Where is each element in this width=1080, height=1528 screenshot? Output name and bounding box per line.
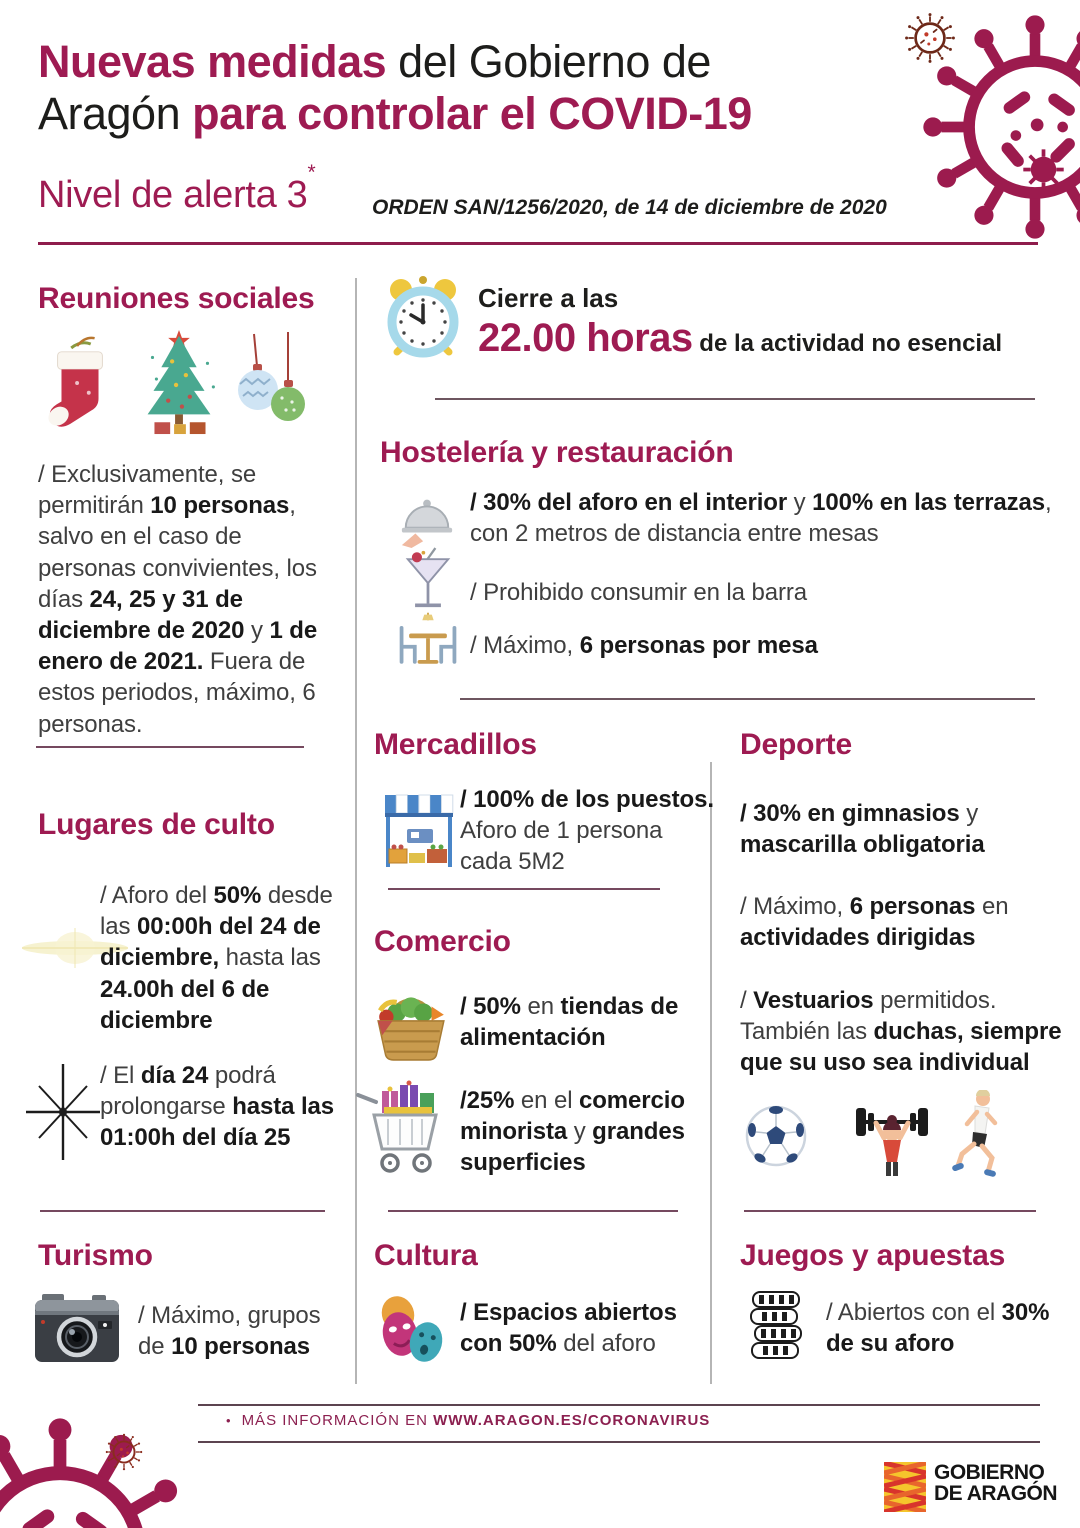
text-segment: 6 personas por mesa xyxy=(579,632,818,659)
theater-masks-icon xyxy=(368,1290,452,1370)
footer-line-top xyxy=(198,1404,1040,1406)
text-segment: y xyxy=(959,800,979,827)
text-segment: hasta las 01:00h del día 25 xyxy=(100,1093,335,1152)
reuniones-body xyxy=(38,459,340,740)
text-segment: / Máximo, xyxy=(740,893,850,920)
text-segment: podrá prolongarse xyxy=(100,1062,276,1121)
grocery-basket-icon xyxy=(372,986,450,1062)
section-title-turismo: Turismo xyxy=(38,1239,153,1272)
section-title-reuniones: Reuniones sociales xyxy=(38,282,315,315)
text-segment: Aforo de 1 persona cada 5M2 xyxy=(460,817,663,876)
virus-outline-small-icon xyxy=(102,1430,146,1474)
shopping-cart-icon xyxy=(354,1080,454,1178)
text-segment: 50% xyxy=(213,882,262,909)
christmas-stocking-icon xyxy=(42,334,118,432)
text-segment: actividades dirigidas xyxy=(740,924,976,952)
reuniones-divider xyxy=(36,746,304,748)
christmas-ornaments-icon xyxy=(230,332,310,432)
juegos-item-1 xyxy=(826,1297,1056,1359)
star-burst-icon xyxy=(24,1064,102,1160)
text-segment: / 30% en gimnasios xyxy=(740,800,960,827)
text-segment: de la actividad no esencial xyxy=(692,330,1003,357)
text-segment: Vestuarios xyxy=(753,987,874,1014)
text-segment: grandes superficies xyxy=(460,1118,685,1177)
lugares-item-2 xyxy=(100,1060,350,1154)
alarm-clock-icon xyxy=(381,274,465,362)
text-segment: 10 personas xyxy=(150,492,290,520)
gobierno-aragon-logo xyxy=(884,1462,1057,1512)
virus-large-icon xyxy=(0,1412,200,1528)
logo-text xyxy=(934,1462,1057,1505)
deporte-item-1 xyxy=(740,798,1070,860)
text-segment: duchas, siempre que su uso sea individual xyxy=(740,1018,1062,1077)
section-title-lugares: Lugares de culto xyxy=(38,808,275,841)
weightlifting-icon xyxy=(850,1098,934,1180)
text-segment: / Máximo, xyxy=(470,632,580,659)
text-segment: / 100% de los puestos. xyxy=(460,786,714,813)
text-segment: , con 2 metros de distancia entre mesas xyxy=(470,489,1052,548)
camera-icon xyxy=(34,1291,120,1365)
text-segment: 30% de su aforo xyxy=(826,1299,1050,1358)
alert-asterisk: * xyxy=(307,161,316,185)
alert-level-text: Nivel de alerta 3 xyxy=(38,174,308,216)
text-segment: Nuevas medidas xyxy=(38,36,387,87)
section-title-deporte: Deporte xyxy=(740,728,852,761)
text-segment: Fuera de estos periodos, máximo, 6 personas. xyxy=(38,648,316,738)
text-segment: / Abiertos con el xyxy=(826,1299,1002,1326)
hosteleria-item-1 xyxy=(470,487,1060,549)
text-segment: 00:00h del 24 de diciembre, xyxy=(100,913,321,972)
text-segment: y xyxy=(567,1118,593,1146)
text-segment: del aforo xyxy=(556,1330,656,1358)
text-segment: / 30% del aforo en el interior xyxy=(470,489,788,516)
text-segment: 24.00h del 6 de diciembre xyxy=(100,975,270,1034)
hosteleria-item-2 xyxy=(470,577,1060,608)
text-segment: 10 personas xyxy=(171,1333,311,1361)
section-title-cultura: Cultura xyxy=(374,1239,478,1272)
text-segment: / xyxy=(740,987,754,1014)
section-title-mercadillos: Mercadillos xyxy=(374,728,537,761)
cultura-item-1 xyxy=(460,1297,725,1359)
text-segment: / Aforo del xyxy=(100,882,214,909)
closure-line1: Cierre a las xyxy=(478,283,619,313)
order-reference: ORDEN SAN/1256/2020, de 14 de diciembre de 2020 xyxy=(372,196,887,219)
comercio-item-1 xyxy=(460,991,725,1053)
footer-info-url: WWW.ARAGON.ES/CORONAVIRUS xyxy=(433,1412,711,1429)
hosteleria-item-3 xyxy=(470,630,1060,661)
text-segment: 24, 25 y 31 de diciembre de 2020 xyxy=(38,585,245,644)
serving-cloche-icon xyxy=(398,489,456,549)
logo-line1: GOBIERNO xyxy=(934,1461,1045,1484)
section-title-hosteleria: Hostelería y restauración xyxy=(380,436,734,469)
closure-banner xyxy=(478,283,1068,361)
text-segment: / Espacios abiertos con 50% xyxy=(460,1299,677,1358)
market-stall-icon xyxy=(381,791,457,871)
text-segment: en el xyxy=(514,1087,579,1114)
deporte-divider xyxy=(744,1210,1036,1212)
text-segment: 22.00 horas xyxy=(478,316,693,360)
text-segment: hasta las xyxy=(219,944,321,972)
text-segment: del Gobierno de Aragón xyxy=(38,36,711,140)
running-icon xyxy=(946,1090,1006,1178)
comercio-divider xyxy=(388,1210,678,1212)
table-chairs-icon xyxy=(394,612,462,672)
text-segment: desde las xyxy=(100,882,333,941)
christmas-tree-icon xyxy=(134,328,224,436)
text-segment: 1 de enero de 2021. xyxy=(38,616,318,676)
text-segment: tiendas de alimentación xyxy=(460,993,679,1052)
text-segment: / Máximo, grupos de xyxy=(138,1302,321,1361)
logo-line2: DE ARAGÓN xyxy=(934,1482,1058,1506)
aragon-emblem-icon xyxy=(884,1462,926,1512)
deporte-item-2 xyxy=(740,891,1070,953)
poker-chips-icon xyxy=(748,1290,804,1362)
text-segment: comercio minorista xyxy=(460,1087,685,1146)
deporte-item-3 xyxy=(740,985,1075,1079)
section-title-comercio: Comercio xyxy=(374,925,511,958)
footer-info-prefix: MÁS INFORMACIÓN EN xyxy=(241,1412,434,1429)
hosteleria-divider xyxy=(460,698,1035,700)
text-segment: en xyxy=(520,993,561,1020)
alert-level xyxy=(38,161,316,217)
header-divider xyxy=(38,242,1038,245)
text-segment: y xyxy=(244,616,270,644)
closure-line2 xyxy=(478,316,1068,361)
soccer-ball-icon xyxy=(744,1104,808,1168)
text-segment: / Exclusivamente, se permitirán xyxy=(38,461,257,520)
footer-line-bottom xyxy=(198,1441,1040,1443)
text-segment: 6 personas xyxy=(849,893,976,920)
text-segment: / Prohibido consumir en la barra xyxy=(470,579,807,606)
bullet-icon: • xyxy=(226,1413,232,1428)
page-title xyxy=(38,36,848,140)
footer-info xyxy=(226,1412,710,1429)
virus-large-icon xyxy=(918,10,1080,244)
section-title-juegos: Juegos y apuestas xyxy=(740,1239,1006,1272)
text-segment: y xyxy=(787,489,813,516)
turismo-item-1 xyxy=(138,1300,353,1362)
text-segment: día 24 xyxy=(140,1062,209,1089)
comercio-item-2 xyxy=(460,1085,730,1179)
text-segment: para controlar el COVID-19 xyxy=(192,88,752,140)
mercadillos-item-1 xyxy=(460,784,715,878)
lugares-divider xyxy=(40,1210,325,1212)
text-segment: permitidos. También las xyxy=(740,987,997,1046)
text-segment: / El xyxy=(100,1062,141,1089)
column-divider-left xyxy=(355,278,357,1384)
mercadillos-divider xyxy=(388,888,660,890)
text-segment: 100% en las terrazas xyxy=(812,489,1045,516)
text-segment: /25% xyxy=(460,1087,515,1114)
text-segment: mascarilla obligatoria xyxy=(740,831,985,859)
text-segment: , salvo en el caso de personas convivientes, los días xyxy=(38,492,317,613)
lugares-item-1 xyxy=(100,880,358,1036)
banner-divider xyxy=(435,398,1035,400)
text-segment: en xyxy=(975,893,1009,920)
text-segment: / 50% xyxy=(460,993,521,1020)
